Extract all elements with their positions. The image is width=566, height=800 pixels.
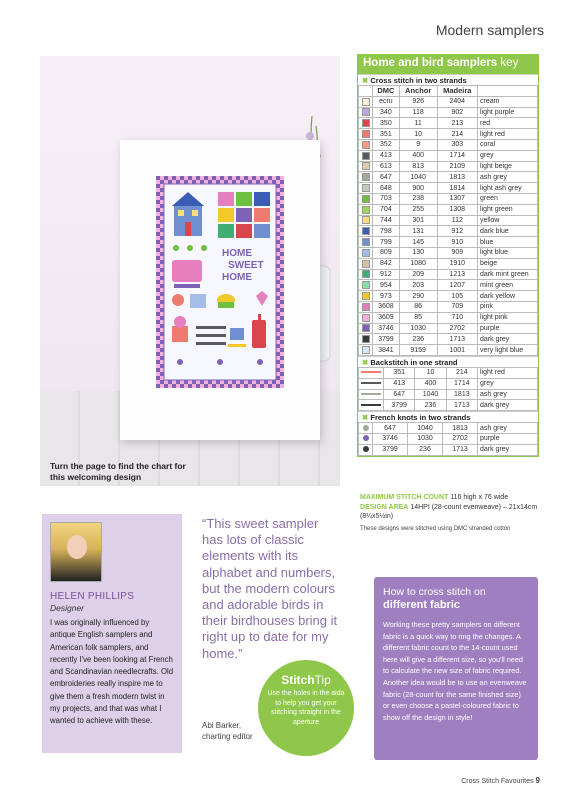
cell-name: dark blue bbox=[478, 226, 538, 237]
table-row bbox=[359, 107, 538, 118]
design-area-label: DESIGN AREA bbox=[360, 503, 409, 511]
dmc-note: These designs were stitched using DMC stranded cotton bbox=[360, 525, 511, 532]
table-row bbox=[359, 226, 538, 237]
symbol-swatch-icon bbox=[362, 130, 370, 138]
cell-dmc: 3841 bbox=[373, 345, 400, 356]
cell-dmc: 413 bbox=[373, 150, 400, 161]
cell-anchor: 400 bbox=[399, 150, 437, 161]
footer-magazine: Cross Stitch Favourites bbox=[461, 778, 534, 785]
cell-name: purple bbox=[478, 323, 538, 334]
cell-anchor: 926 bbox=[399, 96, 437, 107]
cell-name: light red bbox=[478, 367, 538, 378]
cell-name: dark grey bbox=[478, 400, 538, 411]
thread-symbol bbox=[359, 118, 373, 129]
symbol-swatch-icon bbox=[362, 173, 370, 181]
cell-madeira: 912 bbox=[437, 226, 477, 237]
quote-author: Abi Barker, bbox=[202, 721, 242, 730]
thread-symbol bbox=[359, 367, 384, 378]
howto-box bbox=[374, 577, 538, 760]
key-title-main: Home and bird samplers bbox=[363, 57, 498, 69]
cell-madeira: 1001 bbox=[437, 345, 477, 356]
table-row bbox=[359, 312, 538, 323]
thread-symbol bbox=[359, 172, 373, 183]
cell-anchor: 131 bbox=[399, 226, 437, 237]
table-row bbox=[359, 389, 538, 400]
backstitch-heading-text: Backstitch in one strand bbox=[370, 357, 458, 367]
thread-symbol bbox=[359, 183, 373, 194]
cell-dmc: 744 bbox=[373, 215, 400, 226]
thread-symbol bbox=[359, 96, 373, 107]
table-row bbox=[359, 237, 538, 248]
cell-name: dark grey bbox=[478, 334, 538, 345]
cell-anchor: 301 bbox=[399, 215, 437, 226]
cell-dmc: 973 bbox=[373, 291, 400, 302]
french-knots-heading bbox=[358, 411, 538, 422]
cell-anchor: 118 bbox=[399, 107, 437, 118]
cell-anchor: 236 bbox=[408, 444, 443, 455]
symbol-swatch-icon bbox=[362, 119, 370, 127]
cell-dmc: 351 bbox=[384, 367, 415, 378]
cell-anchor: 238 bbox=[399, 193, 437, 204]
cell-name: dark yellow bbox=[478, 291, 538, 302]
symbol-swatch-icon bbox=[362, 314, 370, 322]
col-madeira: Madeira bbox=[437, 86, 477, 97]
cell-madeira: 1713 bbox=[443, 444, 478, 455]
table-row bbox=[359, 280, 538, 291]
symbol-swatch-icon bbox=[362, 98, 370, 106]
table-row bbox=[359, 423, 538, 434]
cross-icon: ✖ bbox=[362, 413, 369, 423]
designer-box bbox=[42, 514, 182, 753]
cell-dmc: 647 bbox=[373, 423, 408, 434]
cell-name: light beige bbox=[478, 161, 538, 172]
cell-anchor: 10 bbox=[399, 129, 437, 140]
cell-anchor: 9159 bbox=[399, 345, 437, 356]
french-knot-icon bbox=[363, 425, 369, 431]
avatar bbox=[50, 522, 102, 582]
french-knots-table bbox=[358, 422, 538, 455]
cell-madeira: 909 bbox=[437, 247, 477, 258]
table-row bbox=[359, 433, 538, 444]
table-row bbox=[359, 172, 538, 183]
cell-madeira: 1713 bbox=[446, 400, 477, 411]
cell-anchor: 1040 bbox=[415, 389, 446, 400]
cell-dmc: 647 bbox=[384, 389, 415, 400]
design-area-value: 14HPI (28-count evenweave) – 21x14cm (8¼x5½in) bbox=[360, 503, 538, 520]
key-title bbox=[358, 55, 538, 74]
symbol-swatch-icon bbox=[362, 260, 370, 268]
thread-symbol bbox=[359, 345, 373, 356]
cross-icon: ✖ bbox=[362, 76, 369, 85]
cell-madeira: 1714 bbox=[437, 150, 477, 161]
cell-madeira: 1910 bbox=[437, 258, 477, 269]
cell-madeira: 2404 bbox=[437, 96, 477, 107]
sampler-home-2: HOME bbox=[222, 272, 252, 283]
symbol-swatch-icon bbox=[362, 303, 370, 311]
thread-symbol bbox=[359, 301, 373, 312]
table-row bbox=[359, 400, 538, 411]
stitch-tip-badge bbox=[258, 660, 354, 756]
symbol-swatch-icon bbox=[362, 281, 370, 289]
cell-dmc: 613 bbox=[373, 161, 400, 172]
cell-name: grey bbox=[478, 378, 538, 389]
cell-anchor: 203 bbox=[399, 280, 437, 291]
cell-anchor: 130 bbox=[399, 247, 437, 258]
thread-symbol bbox=[359, 215, 373, 226]
cell-dmc: 704 bbox=[373, 204, 400, 215]
symbol-swatch-icon bbox=[362, 152, 370, 160]
table-row bbox=[359, 258, 538, 269]
cell-dmc: 352 bbox=[373, 139, 400, 150]
cell-dmc: 799 bbox=[373, 237, 400, 248]
cell-dmc: 842 bbox=[373, 258, 400, 269]
howto-heading-line2: different fabric bbox=[383, 599, 461, 611]
cell-dmc: 703 bbox=[373, 193, 400, 204]
design-specs bbox=[360, 493, 540, 534]
backstitch-swatch-icon bbox=[361, 404, 381, 406]
table-row bbox=[359, 204, 538, 215]
cell-anchor: 1030 bbox=[399, 323, 437, 334]
symbol-swatch-icon bbox=[362, 141, 370, 149]
cell-anchor: 1030 bbox=[408, 433, 443, 444]
cell-madeira: 214 bbox=[446, 367, 477, 378]
cell-dmc: 3609 bbox=[373, 312, 400, 323]
table-row bbox=[359, 291, 538, 302]
table-row bbox=[359, 444, 538, 455]
table-row bbox=[359, 183, 538, 194]
cell-dmc: 954 bbox=[373, 280, 400, 291]
cell-madeira: 303 bbox=[437, 139, 477, 150]
thread-symbol bbox=[359, 323, 373, 334]
thread-symbol bbox=[359, 258, 373, 269]
cell-dmc: 648 bbox=[373, 183, 400, 194]
cell-dmc: 647 bbox=[373, 172, 400, 183]
cell-madeira: 710 bbox=[437, 312, 477, 323]
cell-name: light red bbox=[478, 129, 538, 140]
howto-heading-line1: How to cross stitch on bbox=[383, 586, 486, 598]
cell-anchor: 1080 bbox=[399, 258, 437, 269]
cell-name: coral bbox=[478, 139, 538, 150]
table-row bbox=[359, 215, 538, 226]
cell-anchor: 236 bbox=[415, 400, 446, 411]
cell-name: pink bbox=[478, 301, 538, 312]
cell-madeira: 1207 bbox=[437, 280, 477, 291]
cell-name: yellow bbox=[478, 215, 538, 226]
sampler-photo bbox=[40, 56, 340, 486]
cell-dmc: ecru bbox=[373, 96, 400, 107]
table-row bbox=[359, 378, 538, 389]
table-row bbox=[359, 345, 538, 356]
thread-symbol bbox=[359, 237, 373, 248]
cell-name: green bbox=[478, 193, 538, 204]
symbol-swatch-icon bbox=[362, 335, 370, 343]
cell-madeira: 910 bbox=[437, 237, 477, 248]
howto-body: Working these pretty samplers on different fabric is a quick way to ring the changes. A different fabric count to the 14-count used here will give a different size, so you'll need to calculate the new size of fabric required. Another idea would be to use an evenweave fabric (28-count for the same finished size) or even choose a pastel-coloured fabric to show off the design in style! bbox=[383, 620, 527, 722]
cell-anchor: 86 bbox=[399, 301, 437, 312]
symbol-swatch-icon bbox=[362, 216, 370, 224]
table-row bbox=[359, 269, 538, 280]
backstitch-swatch-icon bbox=[361, 371, 381, 373]
cell-anchor: 290 bbox=[399, 291, 437, 302]
cell-anchor: 813 bbox=[399, 161, 437, 172]
cell-madeira: 1813 bbox=[437, 172, 477, 183]
thread-symbol bbox=[359, 433, 373, 444]
table-row bbox=[359, 247, 538, 258]
stitch-key-panel bbox=[357, 54, 539, 457]
cell-dmc: 3799 bbox=[384, 400, 415, 411]
cell-name: ash grey bbox=[478, 423, 538, 434]
thread-symbol bbox=[359, 139, 373, 150]
cell-dmc: 3608 bbox=[373, 301, 400, 312]
pull-quote: “This sweet sampler has lots of classic elements with its alphabet and numbers, but the modern colours and adorable birds in their birdhouses bring it right up to date for my home.” bbox=[202, 516, 338, 661]
cell-anchor: 1040 bbox=[408, 423, 443, 434]
cell-madeira: 1814 bbox=[437, 183, 477, 194]
table-row bbox=[359, 323, 538, 334]
symbol-swatch-icon bbox=[362, 206, 370, 214]
thread-symbol bbox=[359, 129, 373, 140]
cell-anchor: 400 bbox=[415, 378, 446, 389]
cell-anchor: 236 bbox=[399, 334, 437, 345]
cell-name: cream bbox=[478, 96, 538, 107]
cell-madeira: 1813 bbox=[446, 389, 477, 400]
cross-icon: ✖ bbox=[362, 357, 369, 367]
thread-symbol bbox=[359, 150, 373, 161]
tip-text: Use the holes in the aida to help you get your stitching straight in the aperture bbox=[267, 690, 345, 726]
cell-madeira: 112 bbox=[437, 215, 477, 226]
cell-name: red bbox=[478, 118, 538, 129]
cell-dmc: 912 bbox=[373, 269, 400, 280]
thread-symbol bbox=[359, 280, 373, 291]
cell-madeira: 2109 bbox=[437, 161, 477, 172]
cell-madeira: 2702 bbox=[437, 323, 477, 334]
symbol-swatch-icon bbox=[362, 238, 370, 246]
cell-anchor: 10 bbox=[415, 367, 446, 378]
cell-dmc: 3746 bbox=[373, 433, 408, 444]
cell-anchor: 9 bbox=[399, 139, 437, 150]
sampler-design bbox=[156, 176, 284, 388]
frame-mat bbox=[156, 176, 284, 388]
cell-name: blue bbox=[478, 237, 538, 248]
cell-dmc: 798 bbox=[373, 226, 400, 237]
cell-anchor: 11 bbox=[399, 118, 437, 129]
sampler-sweet: SWEET bbox=[228, 260, 264, 271]
max-stitch-label: MAXIMUM STITCH COUNT bbox=[360, 494, 449, 501]
page-footer bbox=[461, 776, 540, 785]
cell-madeira: 1308 bbox=[437, 204, 477, 215]
table-row bbox=[359, 301, 538, 312]
symbol-swatch-icon bbox=[362, 227, 370, 235]
thread-symbol bbox=[359, 334, 373, 345]
designer-bio: I was originally influenced by antique English samplers and American folk samplers, and recently I've been looking at French and Scandinavian needlecrafts. Old embroideries really inspire me to give them a fresh modern twist in my projects, and that was what I wanted to achieve with these. bbox=[50, 618, 174, 726]
cell-name: light purple bbox=[478, 107, 538, 118]
max-stitch-value: 116 high x 76 wide bbox=[450, 494, 509, 501]
table-row bbox=[359, 193, 538, 204]
col-name bbox=[478, 86, 538, 97]
thread-symbol bbox=[359, 161, 373, 172]
cell-anchor: 900 bbox=[399, 183, 437, 194]
key-title-suffix: key bbox=[500, 57, 519, 69]
cell-dmc: 3799 bbox=[373, 444, 408, 455]
cell-dmc: 3799 bbox=[373, 334, 400, 345]
thread-symbol bbox=[359, 226, 373, 237]
thread-symbol bbox=[359, 312, 373, 323]
cell-madeira: 1714 bbox=[446, 378, 477, 389]
photo-caption: Turn the page to find the chart for this welcoming design bbox=[50, 461, 186, 482]
cell-name: dark grey bbox=[478, 444, 538, 455]
symbol-swatch-icon bbox=[362, 195, 370, 203]
quote-attribution bbox=[202, 720, 262, 742]
cell-name: mint green bbox=[478, 280, 538, 291]
cell-madeira: 214 bbox=[437, 129, 477, 140]
cell-anchor: 145 bbox=[399, 237, 437, 248]
cell-madeira: 1307 bbox=[437, 193, 477, 204]
section-title: Modern samplers bbox=[435, 22, 544, 38]
symbol-swatch-icon bbox=[362, 162, 370, 170]
cell-name: ash grey bbox=[478, 389, 538, 400]
quote-author-role: charting editor bbox=[202, 732, 253, 741]
cross-stitch-heading-text: Cross stitch in two strands bbox=[370, 76, 467, 85]
cell-madeira: 1713 bbox=[437, 334, 477, 345]
cell-name: ash grey bbox=[478, 172, 538, 183]
table-row bbox=[359, 161, 538, 172]
cell-anchor: 1040 bbox=[399, 172, 437, 183]
symbol-swatch-icon bbox=[362, 324, 370, 332]
designer-name: HELEN PHILLIPS bbox=[50, 591, 135, 602]
symbol-swatch-icon bbox=[362, 184, 370, 192]
cell-anchor: 255 bbox=[399, 204, 437, 215]
sampler-home-1: HOME bbox=[222, 248, 252, 259]
symbol-swatch-icon bbox=[362, 292, 370, 300]
cell-name: light blue bbox=[478, 247, 538, 258]
table-row bbox=[359, 129, 538, 140]
cell-dmc: 413 bbox=[384, 378, 415, 389]
cell-name: beige bbox=[478, 258, 538, 269]
cell-madeira: 1213 bbox=[437, 269, 477, 280]
thread-symbol bbox=[359, 389, 384, 400]
table-row bbox=[359, 367, 538, 378]
symbol-swatch-icon bbox=[362, 270, 370, 278]
cell-madeira: 2702 bbox=[443, 433, 478, 444]
french-knots-heading-text: French knots in two strands bbox=[370, 413, 471, 423]
col-symbol bbox=[359, 86, 373, 97]
page-number: 9 bbox=[535, 776, 540, 785]
cross-stitch-table bbox=[358, 85, 538, 356]
cell-name: light ash grey bbox=[478, 183, 538, 194]
cell-madeira: 709 bbox=[437, 301, 477, 312]
thread-symbol bbox=[359, 400, 384, 411]
cell-madeira: 902 bbox=[437, 107, 477, 118]
cell-dmc: 809 bbox=[373, 247, 400, 258]
cell-name: grey bbox=[478, 150, 538, 161]
cross-stitch-heading bbox=[358, 74, 538, 85]
cell-madeira: 1813 bbox=[443, 423, 478, 434]
cell-name: light pink bbox=[478, 312, 538, 323]
thread-symbol bbox=[359, 423, 373, 434]
col-dmc: DMC bbox=[373, 86, 400, 97]
backstitch-swatch-icon bbox=[361, 382, 381, 384]
french-knot-icon bbox=[363, 435, 369, 441]
backstitch-heading bbox=[358, 356, 538, 367]
cell-dmc: 3746 bbox=[373, 323, 400, 334]
backstitch-swatch-icon bbox=[361, 393, 381, 395]
table-row bbox=[359, 118, 538, 129]
table-row bbox=[359, 96, 538, 107]
cell-madeira: 105 bbox=[437, 291, 477, 302]
thread-symbol bbox=[359, 291, 373, 302]
symbol-swatch-icon bbox=[362, 108, 370, 116]
cell-dmc: 350 bbox=[373, 118, 400, 129]
picture-frame bbox=[120, 140, 320, 440]
tip-title-bold: Stitch bbox=[281, 673, 315, 687]
symbol-swatch-icon bbox=[362, 249, 370, 257]
cell-dmc: 340 bbox=[373, 107, 400, 118]
cell-anchor: 85 bbox=[399, 312, 437, 323]
cell-madeira: 213 bbox=[437, 118, 477, 129]
col-anchor: Anchor bbox=[399, 86, 437, 97]
backstitch-table bbox=[358, 367, 538, 411]
cell-name: purple bbox=[478, 433, 538, 444]
french-knot-icon bbox=[363, 446, 369, 452]
cell-name: dark mint green bbox=[478, 269, 538, 280]
thread-symbol bbox=[359, 193, 373, 204]
tip-title bbox=[258, 673, 354, 687]
thread-symbol bbox=[359, 107, 373, 118]
thread-symbol bbox=[359, 204, 373, 215]
cell-name: light green bbox=[478, 204, 538, 215]
symbol-swatch-icon bbox=[362, 346, 370, 354]
cell-anchor: 209 bbox=[399, 269, 437, 280]
cell-name: very light blue bbox=[478, 345, 538, 356]
cell-dmc: 351 bbox=[373, 129, 400, 140]
thread-symbol bbox=[359, 378, 384, 389]
designer-role: Designer bbox=[50, 603, 85, 613]
thread-symbol bbox=[359, 247, 373, 258]
thread-symbol bbox=[359, 269, 373, 280]
table-row bbox=[359, 150, 538, 161]
thread-symbol bbox=[359, 444, 373, 455]
table-row bbox=[359, 139, 538, 150]
table-row bbox=[359, 334, 538, 345]
tip-title-light: Tip bbox=[314, 673, 331, 687]
